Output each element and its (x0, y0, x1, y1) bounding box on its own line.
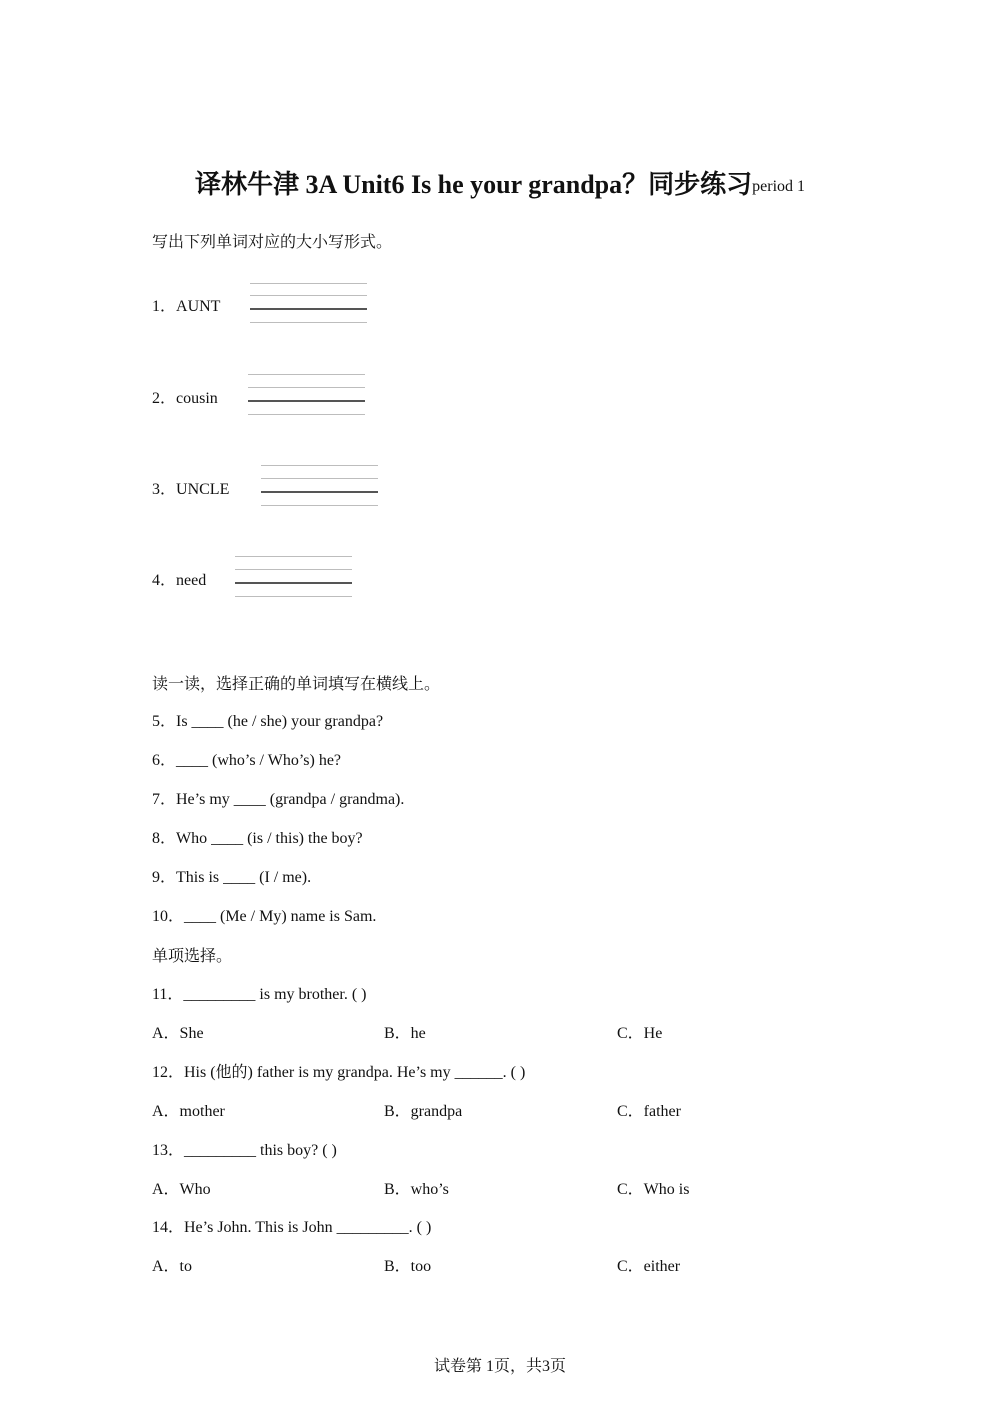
option-b[interactable]: B．he (384, 1025, 426, 1042)
item-number: 3． (152, 481, 177, 498)
question-item: 12．His (他的) father is my grandpa. He’s my ______. ( ) (152, 1064, 526, 1081)
option-b[interactable]: B．who’s (384, 1181, 449, 1198)
section3-instruction: 单项选择。 (152, 946, 233, 965)
page-title (0, 168, 1000, 202)
word-item (152, 479, 229, 501)
option-a[interactable]: A．mother (152, 1103, 225, 1120)
option-a[interactable]: A．Who (152, 1181, 211, 1198)
option-b[interactable]: B．grandpa (384, 1103, 463, 1120)
word-item (152, 388, 218, 410)
word-item (152, 570, 206, 592)
question-item: 9．This is ____ (I / me). (152, 869, 312, 886)
item-word: UNCLE (176, 481, 230, 498)
section2-instruction: 读一读，选择正确的单词填写在横线上。 (152, 674, 441, 693)
item-word: need (176, 572, 207, 589)
question-item: 13．_________ this boy? ( ) (152, 1142, 337, 1159)
title-main: 译林牛津 3A Unit6 Is he your grandpa？同步练习 (194, 170, 753, 199)
option-a[interactable]: A．to (152, 1258, 193, 1275)
item-number: 1． (152, 298, 177, 315)
question-item: 5．Is ____ (he / she) your grandpa? (152, 713, 384, 730)
option-c[interactable]: C．He (617, 1025, 663, 1042)
page-footer: 试卷第 1页，共3页 (433, 1358, 566, 1375)
writing-lines[interactable] (248, 374, 365, 414)
question-item: 10．____ (Me / My) name is Sam. (152, 908, 377, 925)
question-item: 8．Who ____ (is / this) the boy? (152, 830, 363, 847)
word-item (152, 296, 220, 318)
option-a[interactable]: A．She (152, 1025, 204, 1042)
writing-lines[interactable] (261, 465, 378, 505)
section1-instruction: 写出下列单词对应的大小写形式。 (152, 232, 393, 251)
option-b[interactable]: B．too (384, 1258, 432, 1275)
item-word: cousin (176, 390, 218, 407)
question-item: 6．____ (who’s / Who’s) he? (152, 752, 342, 769)
question-item: 11．_________ is my brother. ( ) (152, 986, 367, 1003)
item-number: 2． (152, 390, 177, 407)
writing-lines[interactable] (250, 283, 367, 323)
item-number: 4． (152, 572, 177, 589)
item-word: AUNT (176, 298, 221, 315)
option-c[interactable]: C．either (617, 1258, 681, 1275)
question-item: 7．He’s my ____ (grandpa / grandma). (152, 791, 405, 808)
question-item: 14．He’s John. This is John _________. ( ) (152, 1219, 432, 1236)
option-c[interactable]: C．Who is (617, 1181, 690, 1198)
writing-lines[interactable] (235, 556, 352, 596)
title-suffix: period 1 (752, 178, 806, 195)
option-c[interactable]: C．father (617, 1103, 681, 1120)
